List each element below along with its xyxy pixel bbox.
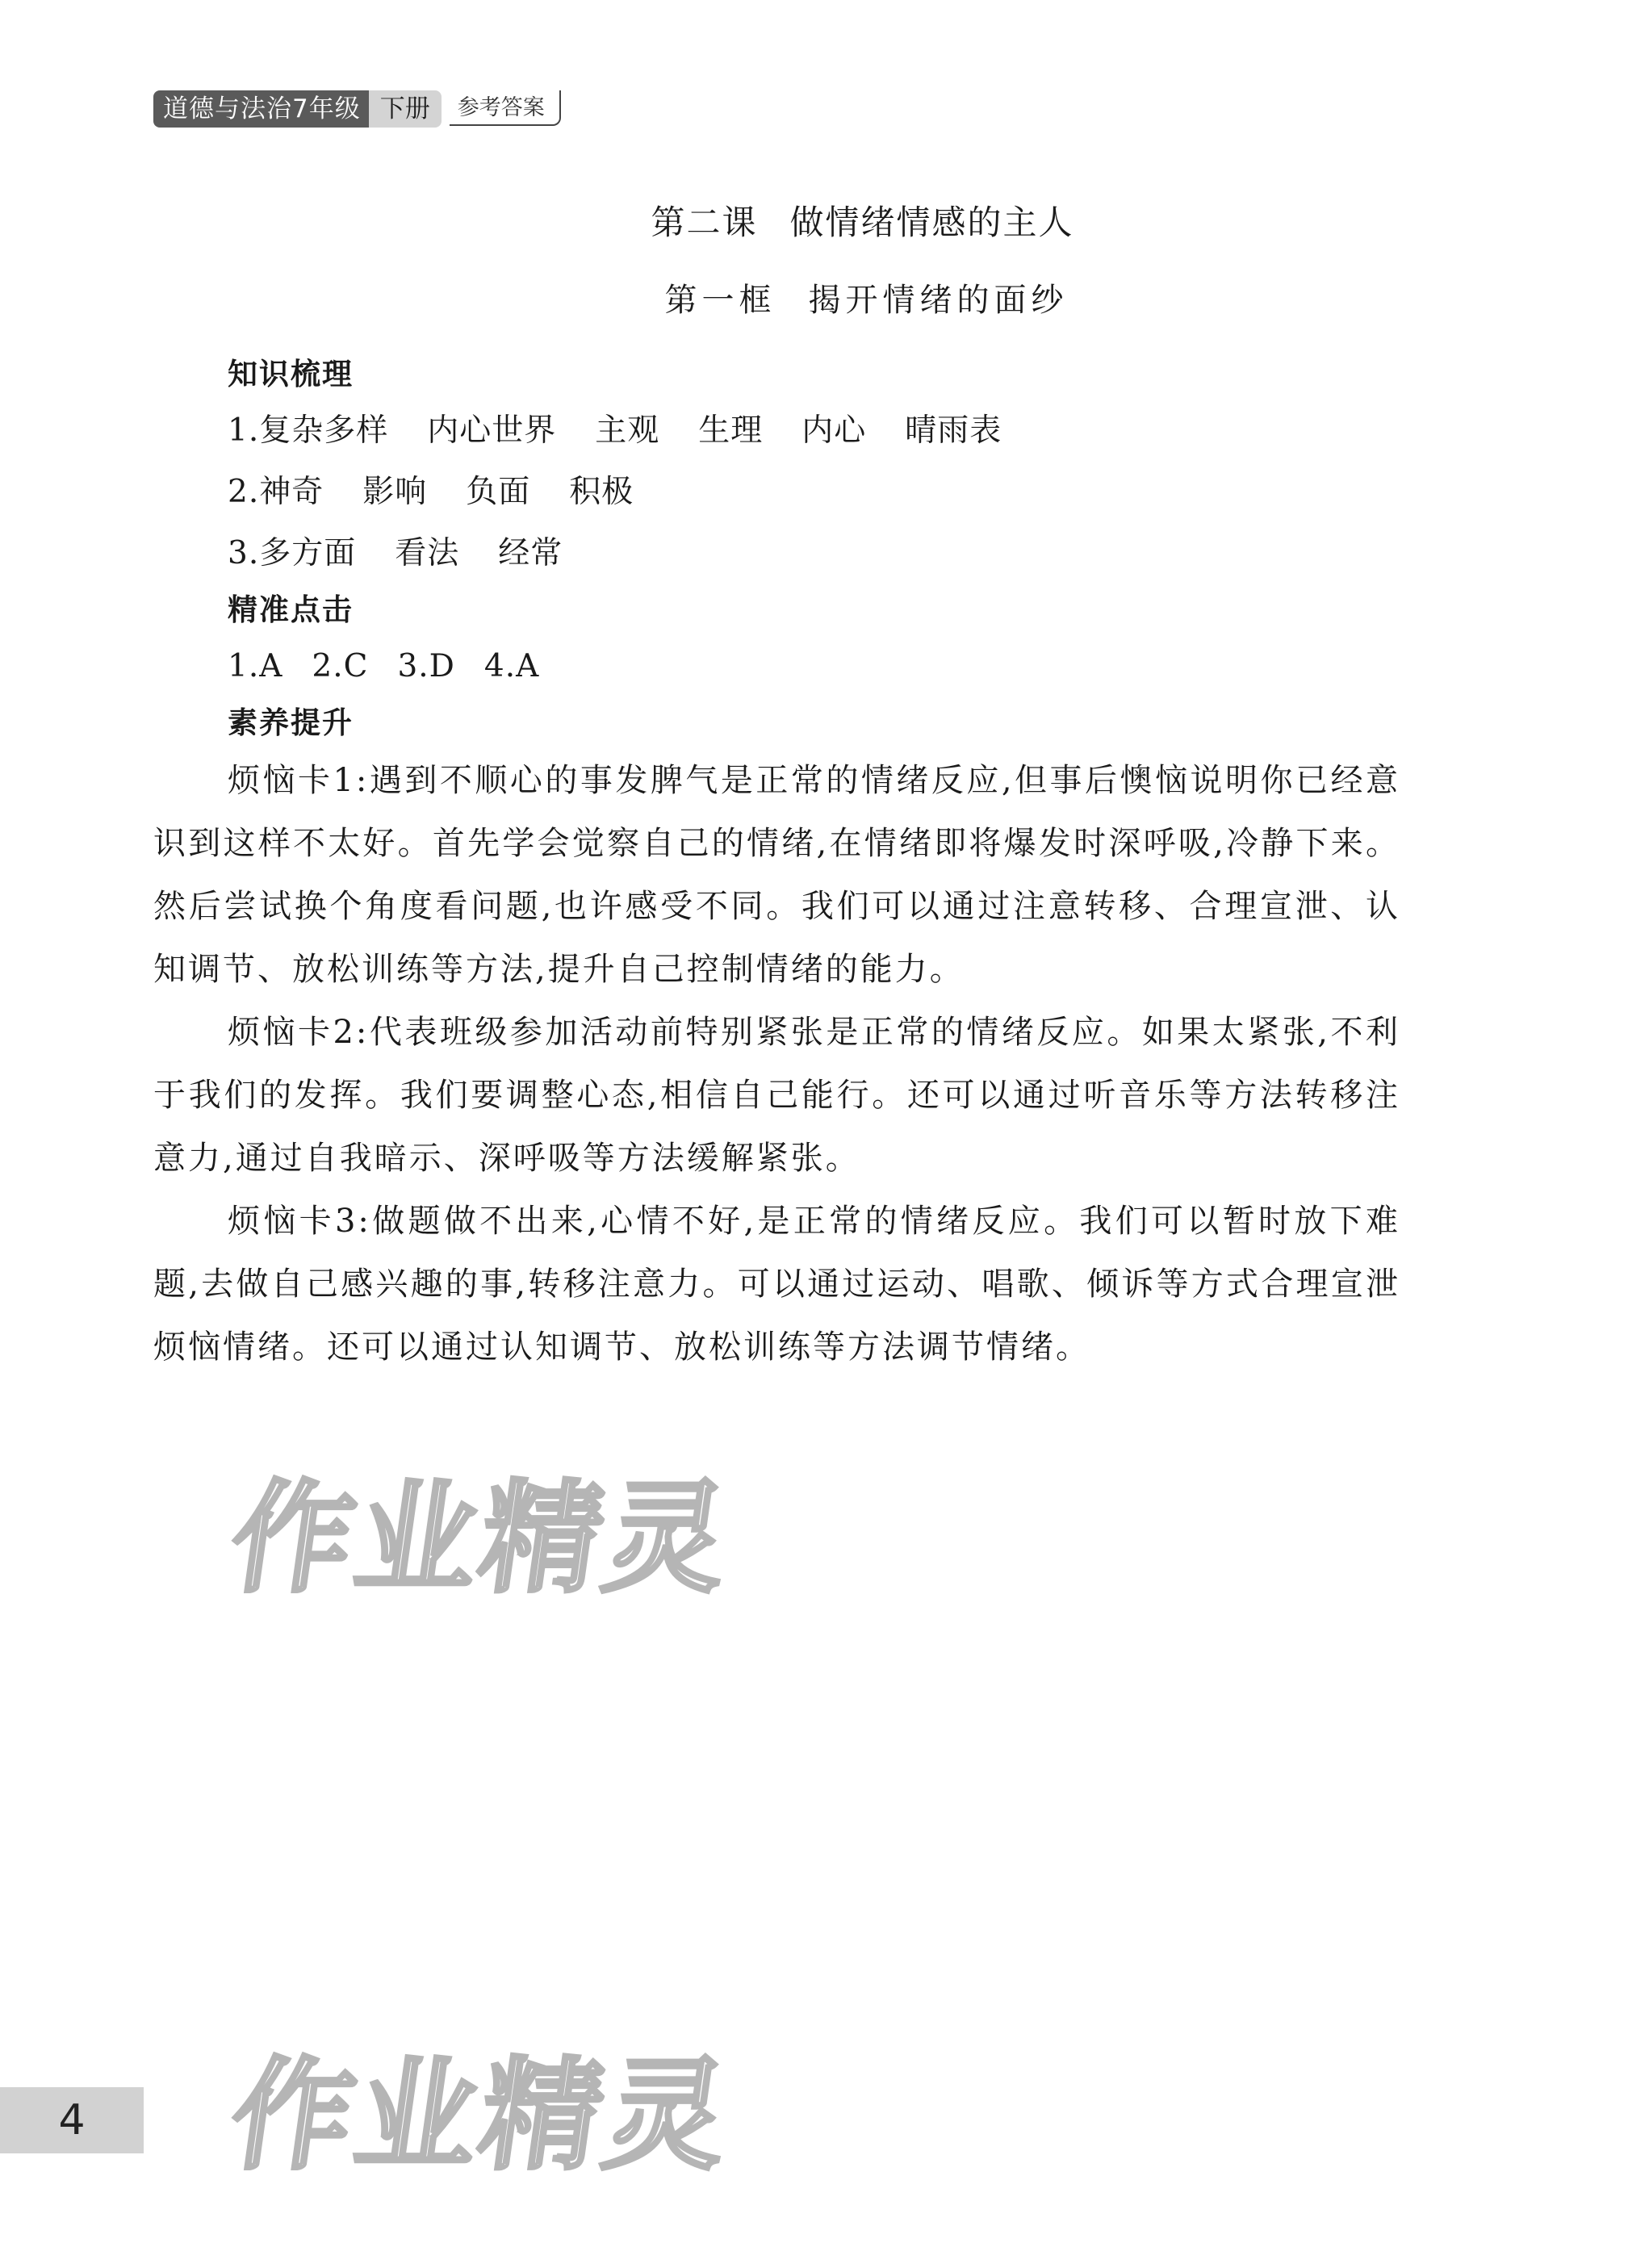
worry-card-3: 烦恼卡3:做题做不出来,心情不好,是正常的情绪反应。我们可以暂时放下难题,去做自己感兴趣的事,转移注意力。可以通过运动、唱歌、倾诉等方式合理宣泄烦恼情绪。还可以通过认知调节、放松训练等方法调节情绪。 (153, 1203, 1400, 1366)
answer-item: 影响 (362, 474, 428, 510)
header-subject: 道德与法治7年级 (153, 90, 369, 128)
choice-answer: 4.A (483, 648, 540, 684)
answer-item: 经常 (498, 535, 563, 571)
choice-answer: 2.C (312, 648, 369, 684)
page-number: 4 (0, 2087, 144, 2153)
watermark-logo: 作业精灵 (222, 2046, 740, 2186)
literacy-heading: 素养提升 (228, 705, 354, 740)
knowledge-line-3 (228, 523, 1400, 584)
knowledge-line-1 (228, 400, 1400, 462)
answer-item: 积极 (569, 474, 634, 510)
worry-card-2: 烦恼卡2:代表班级参加活动前特别紧张是正常的情绪反应。如果太紧张,不利于我们的发挥。我们要调整心态,相信自己能行。还可以通过听音乐等方法转移注意力,通过自我暗示、深呼吸等方法缓解紧张。 (153, 1014, 1400, 1177)
lesson-name: 做情绪情感的主人 (789, 203, 1074, 242)
answer-item: 看法 (395, 535, 460, 571)
choice-answer: 1.A (228, 648, 283, 684)
practice-heading: 精准点击 (228, 592, 354, 627)
answer-item: 内心 (801, 412, 867, 449)
header-answer-label: 参考答案 (450, 90, 561, 126)
answer-item: 内心世界 (427, 412, 557, 449)
watermark-logo: 作业精灵 (222, 1469, 740, 1609)
answer-content (153, 349, 1400, 1379)
answer-item: 1.复杂多样 (228, 412, 389, 449)
section-title (0, 276, 1628, 324)
page-header (153, 90, 561, 128)
worry-card-1: 烦恼卡1:遇到不顺心的事发脾气是正常的情绪反应,但事后懊恼说明你已经意识到这样不太好。首先学会觉察自己的情绪,在情绪即将爆发时深呼吸,冷静下来。然后尝试换个角度看问题,也许感受不同。我们可以通过注意转移、合理宣泄、认知调节、放松训练等方法,提升自己控制情绪的能力。 (153, 762, 1400, 988)
answer-item: 2.神奇 (228, 474, 324, 510)
header-volume: 下册 (369, 90, 442, 128)
lesson-title (0, 199, 1628, 247)
answer-item: 主观 (595, 412, 660, 449)
section-number: 第一框 (664, 282, 776, 319)
practice-answers (228, 636, 1400, 697)
answer-item: 生理 (698, 412, 764, 449)
section-name: 揭开情绪的面纱 (808, 282, 1069, 319)
answer-item: 3.多方面 (228, 535, 357, 571)
answer-item: 负面 (466, 474, 531, 510)
choice-answer: 3.D (397, 648, 455, 684)
lesson-number: 第二课 (651, 203, 758, 242)
answer-item: 晴雨表 (905, 412, 1002, 449)
knowledge-line-2 (228, 462, 1400, 523)
knowledge-heading: 知识梳理 (228, 357, 354, 391)
